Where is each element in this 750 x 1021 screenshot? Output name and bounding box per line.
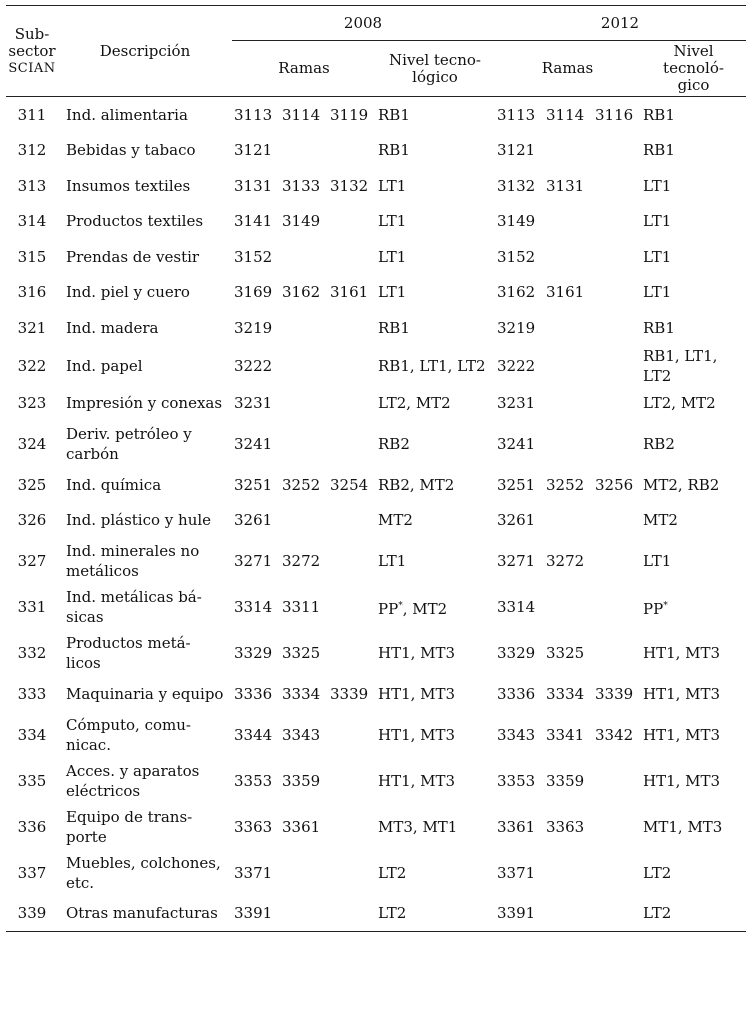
rama-2012 bbox=[592, 133, 641, 169]
header-nivel-2008-line2: lógico bbox=[412, 67, 458, 86]
description bbox=[58, 310, 232, 346]
header-subsector-line3: SCIAN bbox=[8, 60, 56, 76]
rama-2008: 3343 bbox=[282, 725, 321, 744]
rama-2012: 3339 bbox=[595, 684, 634, 703]
table-row bbox=[6, 97, 746, 133]
rama-2012: 3113 bbox=[497, 105, 536, 124]
nivel-2008: HT1, MT3 bbox=[378, 771, 456, 790]
rama-2012 bbox=[543, 133, 592, 169]
rama-2008: 3251 bbox=[234, 475, 273, 494]
rama-2012: 3132 bbox=[497, 176, 536, 195]
subsector-code: 327 bbox=[17, 552, 47, 570]
rama-2012: 3353 bbox=[497, 771, 536, 790]
table-row bbox=[6, 630, 746, 676]
rama-2008: 3113 bbox=[234, 105, 273, 124]
table-row bbox=[6, 503, 746, 539]
description-line: Ind. piel y cuero bbox=[66, 283, 190, 302]
rama-2012: 3256 bbox=[595, 475, 634, 494]
rama-2012: 3336 bbox=[497, 684, 536, 703]
rama-2008: 3336 bbox=[234, 684, 273, 703]
description-line: Deriv. petróleo y bbox=[66, 425, 192, 443]
nivel-2008: MT3, MT1 bbox=[378, 817, 458, 836]
description-line: Maquinaria y equipo bbox=[66, 684, 224, 703]
rama-2008: 3391 bbox=[232, 896, 280, 932]
description-line: Equipo de trans- bbox=[66, 807, 193, 826]
rama-2012 bbox=[543, 503, 592, 539]
subsector-code: 323 bbox=[17, 394, 47, 413]
description bbox=[58, 758, 232, 804]
rama-2012 bbox=[543, 896, 592, 932]
rama-2012 bbox=[592, 421, 641, 467]
rama-2012 bbox=[592, 275, 641, 311]
rama-2012: 3359 bbox=[546, 771, 585, 790]
description-line: Muebles, colchones, bbox=[66, 853, 221, 872]
header-subsector bbox=[6, 6, 58, 97]
footnote-mark: * bbox=[398, 600, 403, 611]
nivel-2012: LT2 bbox=[641, 896, 746, 932]
rama-2008 bbox=[328, 239, 376, 275]
table-row bbox=[6, 804, 746, 850]
rama-2012: 3261 bbox=[497, 511, 536, 530]
description-line: Ind. madera bbox=[66, 318, 159, 337]
rama-2008 bbox=[328, 712, 376, 758]
nivel-2012: LT1 bbox=[643, 176, 672, 195]
nivel-2012: HT1, MT3 bbox=[643, 684, 721, 703]
rama-2012: 3314 bbox=[497, 598, 536, 616]
rama-2012 bbox=[592, 630, 641, 676]
nivel-2012: LT2, MT2 bbox=[643, 394, 716, 413]
rama-2008: 3329 bbox=[234, 644, 273, 662]
rama-2012 bbox=[592, 758, 641, 804]
rama-2008: 3353 bbox=[234, 771, 273, 790]
rama-2012: 3271 bbox=[497, 552, 536, 570]
nivel-2012: MT1, MT3 bbox=[643, 817, 723, 836]
subsector-code: 336 bbox=[17, 817, 47, 836]
description-line: Ind. papel bbox=[66, 356, 143, 375]
rama-2012 bbox=[543, 310, 592, 346]
rama-2008 bbox=[328, 758, 376, 804]
nivel-2012: LT2 bbox=[643, 863, 672, 882]
nivel-2008: RB1 bbox=[378, 318, 410, 337]
description-line: Otras manufacturas bbox=[66, 904, 218, 923]
description-line: Insumos textiles bbox=[66, 176, 191, 195]
nivel-2008: MT2 bbox=[378, 511, 413, 530]
description bbox=[58, 204, 232, 240]
description-line: nicac. bbox=[66, 735, 111, 754]
rama-2008 bbox=[328, 630, 376, 676]
table-row bbox=[6, 584, 746, 630]
description bbox=[58, 630, 232, 676]
header-ramas-2012: Ramas bbox=[494, 41, 641, 97]
rama-2008: 3241 bbox=[234, 435, 273, 453]
nivel-2008: LT1 bbox=[378, 212, 407, 231]
rama-2012 bbox=[543, 850, 592, 896]
description-line: Productos metá- bbox=[66, 634, 191, 652]
rama-2008: 3339 bbox=[330, 684, 369, 703]
description bbox=[58, 467, 232, 503]
rama-2008: 3119 bbox=[330, 105, 369, 124]
table-row bbox=[6, 310, 746, 346]
subsector-code: 331 bbox=[17, 598, 47, 616]
rama-2012: 3241 bbox=[497, 435, 536, 453]
rama-2008: 3152 bbox=[234, 247, 273, 266]
rama-2008: 3121 bbox=[234, 141, 273, 160]
rama-2008: 3231 bbox=[234, 394, 273, 413]
footnote-mark: * bbox=[663, 600, 668, 611]
description-line: etc. bbox=[66, 873, 95, 892]
nivel-2008: PP*, MT2 bbox=[378, 599, 448, 618]
nivel-2008: HT1, MT3 bbox=[378, 725, 456, 744]
rama-2008 bbox=[280, 896, 328, 932]
subsector-code: 335 bbox=[17, 771, 47, 790]
rama-2008: 3169 bbox=[234, 283, 273, 302]
subsector-code: 332 bbox=[17, 644, 47, 662]
rama-2012: 3391 bbox=[494, 896, 543, 932]
nivel-2012: LT1 bbox=[643, 212, 672, 231]
rama-2008: 3141 bbox=[234, 212, 273, 231]
rama-2008 bbox=[328, 310, 376, 346]
nivel-2008: LT1 bbox=[378, 247, 407, 266]
table-row bbox=[6, 712, 746, 758]
nivel-2008: HT1, MT3 bbox=[378, 684, 456, 703]
rama-2012 bbox=[592, 204, 641, 240]
subsector-code: 333 bbox=[17, 684, 47, 703]
nivel-2012: RB2 bbox=[643, 435, 675, 453]
rama-2008 bbox=[328, 584, 376, 630]
nivel-2008: LT2 bbox=[378, 863, 407, 882]
rama-2012: 3116 bbox=[595, 105, 634, 124]
rama-2012 bbox=[592, 804, 641, 850]
rama-2012: 3162 bbox=[497, 283, 536, 302]
subsector-code: 339 bbox=[6, 896, 58, 932]
nivel-2012: RB1 bbox=[643, 141, 675, 160]
rama-2008: 3162 bbox=[282, 283, 321, 302]
subsector-code: 324 bbox=[17, 435, 47, 453]
rama-2012: 3272 bbox=[546, 552, 585, 570]
rama-2012 bbox=[543, 584, 592, 630]
rama-2012 bbox=[543, 346, 592, 386]
sector-technology-table bbox=[6, 5, 746, 932]
table-row bbox=[6, 239, 746, 275]
table-row bbox=[6, 346, 746, 386]
description bbox=[58, 97, 232, 133]
description-line: Ind. minerales no bbox=[66, 542, 200, 560]
rama-2008: 3325 bbox=[282, 644, 321, 662]
description bbox=[58, 386, 232, 422]
rama-2008: 3131 bbox=[234, 176, 273, 195]
description bbox=[58, 712, 232, 758]
subsector-code: 313 bbox=[17, 176, 47, 195]
table-row bbox=[6, 275, 746, 311]
rama-2012 bbox=[592, 239, 641, 275]
nivel-2008: LT1 bbox=[378, 552, 407, 570]
rama-2012: 3334 bbox=[546, 684, 585, 703]
nivel-2008: LT1 bbox=[378, 283, 407, 302]
rama-2012: 3231 bbox=[497, 394, 536, 413]
description-line: metálicos bbox=[66, 562, 139, 580]
rama-2008: 3314 bbox=[234, 598, 273, 616]
subsector-code: 326 bbox=[17, 511, 47, 530]
table-body bbox=[6, 97, 746, 932]
rama-2008 bbox=[280, 850, 328, 896]
rama-2008: 3261 bbox=[234, 511, 273, 530]
rama-2012: 3342 bbox=[595, 725, 634, 744]
rama-2008: 3161 bbox=[330, 283, 369, 302]
description-line: Ind. alimentaria bbox=[66, 105, 188, 124]
table-row bbox=[6, 467, 746, 503]
description-line: Ind. química bbox=[66, 475, 162, 494]
rama-2008 bbox=[328, 850, 376, 896]
description-line: Cómputo, comu- bbox=[66, 715, 191, 734]
rama-2012 bbox=[592, 538, 641, 584]
subsector-code: 337 bbox=[17, 863, 47, 882]
subsector-code: 322 bbox=[17, 356, 47, 375]
rama-2012: 3219 bbox=[497, 318, 536, 337]
table-row bbox=[6, 758, 746, 804]
header-nivel-2012-line1: Nivel tecnoló- bbox=[663, 42, 724, 77]
description-line: sicas bbox=[66, 608, 104, 626]
rama-2012: 3371 bbox=[497, 863, 536, 882]
rama-2012: 3121 bbox=[497, 141, 536, 160]
description bbox=[58, 421, 232, 467]
rama-2008: 3252 bbox=[282, 475, 321, 494]
table-row bbox=[6, 421, 746, 467]
rama-2008 bbox=[280, 133, 328, 169]
rama-2008 bbox=[328, 346, 376, 386]
header-subsector-line2: sector bbox=[8, 41, 56, 60]
rama-2012 bbox=[543, 239, 592, 275]
header-nivel-2008 bbox=[376, 41, 494, 97]
header-ramas-2008: Ramas bbox=[232, 41, 376, 97]
rama-2008: 3133 bbox=[282, 176, 321, 195]
rama-2012 bbox=[592, 850, 641, 896]
description bbox=[58, 896, 232, 932]
rama-2008 bbox=[280, 503, 328, 539]
header-subsector-line1: Sub- bbox=[14, 24, 50, 43]
subsector-code: 312 bbox=[17, 141, 47, 160]
nivel-2008: HT1, MT3 bbox=[378, 644, 456, 662]
table-row bbox=[6, 896, 746, 932]
nivel-2012: LT1 bbox=[643, 283, 672, 302]
rama-2012 bbox=[592, 346, 641, 386]
rama-2008: 3311 bbox=[282, 598, 321, 616]
rama-2012 bbox=[592, 503, 641, 539]
rama-2012: 3152 bbox=[497, 247, 536, 266]
rama-2012 bbox=[592, 310, 641, 346]
description bbox=[58, 584, 232, 630]
subsector-code: 316 bbox=[17, 283, 47, 302]
description-line: Acces. y aparatos bbox=[66, 761, 200, 780]
nivel-2012: RB1 bbox=[643, 105, 675, 124]
description bbox=[58, 503, 232, 539]
table-row bbox=[6, 168, 746, 204]
table-row bbox=[6, 850, 746, 896]
table-row bbox=[6, 204, 746, 240]
description-line: Bebidas y tabaco bbox=[66, 141, 196, 160]
table-row bbox=[6, 133, 746, 169]
rama-2008: 3344 bbox=[234, 725, 273, 744]
header-nivel-2012-line2: gico bbox=[677, 76, 710, 94]
description bbox=[58, 133, 232, 169]
table-row bbox=[6, 386, 746, 422]
rama-2008: 3334 bbox=[282, 684, 321, 703]
header-nivel-2012 bbox=[641, 41, 746, 97]
description bbox=[58, 346, 232, 386]
rama-2008: 3254 bbox=[330, 475, 369, 494]
rama-2008 bbox=[280, 239, 328, 275]
description-line: Impresión y conexas bbox=[66, 394, 223, 413]
rama-2008 bbox=[280, 310, 328, 346]
nivel-2008: RB1, LT1, LT2 bbox=[378, 356, 486, 375]
nivel-2012: RB1 bbox=[643, 318, 675, 337]
description-line: carbón bbox=[66, 445, 119, 463]
description-line: Prendas de vestir bbox=[66, 247, 200, 266]
description-line: Ind. plástico y hule bbox=[66, 511, 212, 530]
rama-2008: 3149 bbox=[282, 212, 321, 231]
rama-2012: 3341 bbox=[546, 725, 585, 744]
header-year-2008: 2008 bbox=[232, 6, 494, 41]
subsector-code: 321 bbox=[17, 318, 47, 337]
description bbox=[58, 239, 232, 275]
nivel-2008: RB1 bbox=[378, 105, 410, 124]
nivel-2008: LT1 bbox=[378, 176, 407, 195]
rama-2008 bbox=[280, 421, 328, 467]
rama-2012: 3251 bbox=[497, 475, 536, 494]
nivel-2012: MT2, RB2 bbox=[643, 475, 720, 494]
rama-2008: 3222 bbox=[234, 356, 273, 375]
nivel-2012: LT1 bbox=[643, 247, 672, 266]
nivel-2012: HT1, MT3 bbox=[643, 644, 721, 662]
nivel-2012: LT1 bbox=[643, 552, 672, 570]
nivel-2008: LT2 bbox=[376, 896, 494, 932]
subsector-code: 334 bbox=[17, 725, 47, 744]
rama-2008: 3272 bbox=[282, 552, 321, 570]
rama-2012: 3114 bbox=[546, 105, 585, 124]
rama-2008 bbox=[328, 421, 376, 467]
rama-2008 bbox=[328, 896, 376, 932]
subsector-code: 311 bbox=[17, 105, 47, 124]
rama-2012 bbox=[543, 386, 592, 422]
rama-2012: 3161 bbox=[546, 283, 585, 302]
header-descripcion: Descripción bbox=[58, 6, 232, 97]
rama-2008: 3114 bbox=[282, 105, 321, 124]
nivel-2012: HT1, MT3 bbox=[643, 725, 721, 744]
nivel-2012: MT2 bbox=[643, 511, 678, 530]
nivel-2012: PP* bbox=[643, 599, 668, 618]
table-row bbox=[6, 676, 746, 712]
rama-2012 bbox=[592, 584, 641, 630]
nivel-2012: HT1, MT3 bbox=[643, 771, 721, 790]
subsector-code: 325 bbox=[17, 475, 47, 494]
rama-2008: 3219 bbox=[234, 318, 273, 337]
description bbox=[58, 850, 232, 896]
rama-2012: 3361 bbox=[497, 817, 536, 836]
subsector-code: 314 bbox=[17, 212, 47, 231]
rama-2012 bbox=[543, 204, 592, 240]
rama-2012: 3131 bbox=[546, 176, 585, 195]
rama-2012 bbox=[592, 168, 641, 204]
description-line: porte bbox=[66, 827, 107, 846]
rama-2008: 3361 bbox=[282, 817, 321, 836]
rama-2012: 3343 bbox=[497, 725, 536, 744]
table-row bbox=[6, 538, 746, 584]
rama-2012: 3252 bbox=[546, 475, 585, 494]
rama-2008 bbox=[328, 538, 376, 584]
rama-2012 bbox=[592, 896, 641, 932]
rama-2008 bbox=[328, 503, 376, 539]
description-line: licos bbox=[66, 654, 101, 672]
rama-2012: 3222 bbox=[497, 356, 536, 375]
description bbox=[58, 168, 232, 204]
nivel-2012: RB1, LT1, LT2 bbox=[643, 346, 718, 385]
rama-2008 bbox=[328, 133, 376, 169]
nivel-2008: RB2, MT2 bbox=[378, 475, 455, 494]
rama-2008 bbox=[280, 386, 328, 422]
rama-2008 bbox=[328, 804, 376, 850]
description bbox=[58, 676, 232, 712]
description-line: Productos textiles bbox=[66, 212, 204, 231]
rama-2012: 3329 bbox=[497, 644, 536, 662]
rama-2012: 3363 bbox=[546, 817, 585, 836]
description-line: eléctricos bbox=[66, 781, 141, 800]
rama-2008: 3363 bbox=[234, 817, 273, 836]
rama-2008 bbox=[328, 386, 376, 422]
nivel-2008: RB2 bbox=[378, 435, 410, 453]
header-nivel-2008-line1: Nivel tecno- bbox=[389, 50, 481, 69]
rama-2008: 3371 bbox=[234, 863, 273, 882]
description bbox=[58, 804, 232, 850]
rama-2012: 3149 bbox=[497, 212, 536, 231]
header-year-2012: 2012 bbox=[494, 6, 746, 41]
rama-2012 bbox=[592, 386, 641, 422]
rama-2012 bbox=[543, 421, 592, 467]
description-line: Ind. metálicas bá- bbox=[66, 588, 202, 606]
description bbox=[58, 275, 232, 311]
rama-2008: 3359 bbox=[282, 771, 321, 790]
rama-2008 bbox=[328, 204, 376, 240]
description bbox=[58, 538, 232, 584]
rama-2012: 3325 bbox=[546, 644, 585, 662]
rama-2008: 3132 bbox=[330, 176, 369, 195]
rama-2008: 3271 bbox=[234, 552, 273, 570]
nivel-2008: LT2, MT2 bbox=[378, 394, 451, 413]
nivel-2008: RB1 bbox=[378, 141, 410, 160]
rama-2008 bbox=[280, 346, 328, 386]
subsector-code: 315 bbox=[17, 247, 47, 266]
